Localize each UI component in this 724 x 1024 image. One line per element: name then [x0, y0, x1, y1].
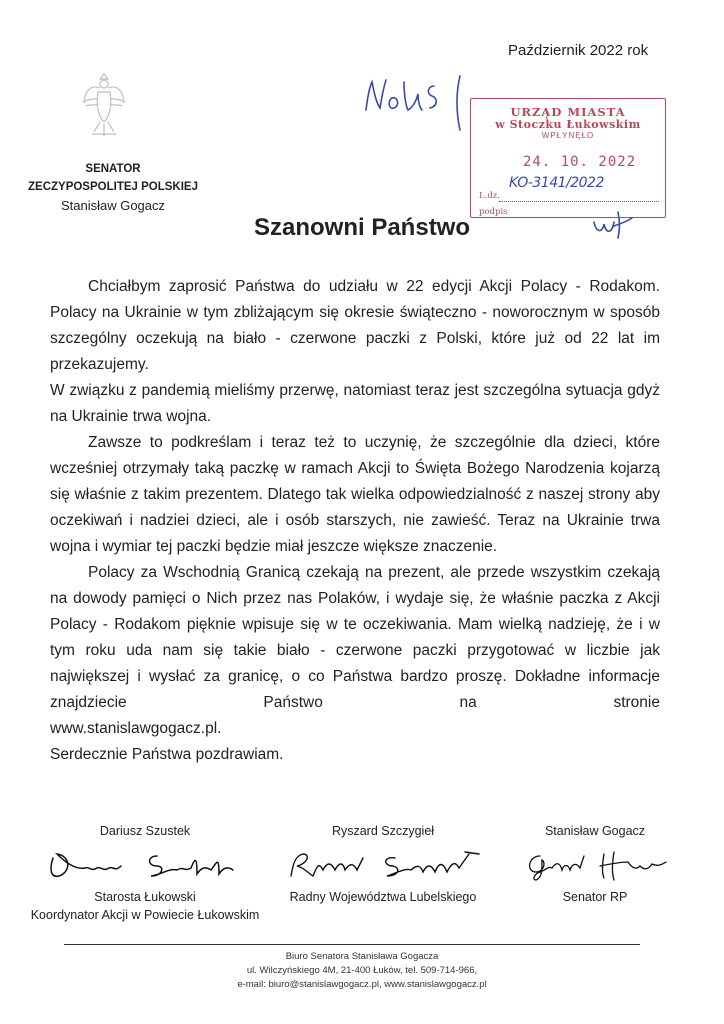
signature-block-gogacz: [520, 822, 670, 906]
sender-name: Stanisław Gogacz: [60, 198, 166, 213]
registry-stamp: [470, 98, 666, 218]
stamp-office: URZĄD MIASTA: [510, 105, 626, 119]
greeting-heading: Szanowni Państwo: [253, 214, 471, 241]
stamp-podpis-label: podpis: [479, 207, 508, 217]
signature-szustek-icon: [45, 848, 245, 882]
paragraph-2: W związku z pandemią mieliśmy przerwę, natomiast teraz jest szczególna sytuacja gdyż na Ukrainie trwa wojna.: [50, 382, 660, 425]
signature-block-szczygiel: [268, 822, 498, 906]
stamp-date: 24. 10. 2022: [523, 154, 637, 170]
paragraph-3: Zawsze to podkreślam i teraz też to uczynię, że szczególnie dla dzieci, które wcześniej otrzymały taką paczkę w ramach Akcji to Święta Bożego Narodzenia kojarzą się właśnie z takim prezentem. Dlatego tak wielka odpowiedzialność z naszej strony aby oczekiwań i nadziei dzieci, ale i osób starszych, nie zawieść. Teraz na Ukrainie trwa wojna i wymiar tej paczki będzie miał jeszcze większe znaczenie.: [50, 434, 660, 555]
stamp-ldz-value: KO-3141/2022: [509, 175, 604, 191]
stamp-ldz-label: L.dz.: [479, 191, 500, 201]
polish-eagle-emblem-icon: [82, 70, 126, 146]
letter-body: [50, 274, 660, 768]
signature-block-szustek: [20, 822, 270, 924]
paragraph-1: Chciałbym zaprosić Państwa do udziału w 22 edycji Akcji Polacy - Rodakom. Polacy na Ukrainie w tym zbliżającym się okresie świąteczno - noworocznym w sposób szczególny oczekują na biało - czerwone paczki z Polski, które już od 22 lat im przekazujemy.: [50, 278, 660, 373]
closing-line: Serdecznie Państwa pozdrawiam.: [50, 746, 284, 763]
letter-date: Październik 2022 rok: [508, 42, 649, 59]
signer-name: Ryszard Szczygieł: [331, 824, 435, 838]
footer: [0, 950, 724, 992]
sender-republic: ZECZYPOSPOLITEJ POLSKIEJ: [28, 181, 198, 193]
signer-role-2: Koordynator Akcji w Powiecie Łukowskim: [30, 908, 260, 922]
stamp-received: WPŁYNĘŁO: [541, 131, 595, 140]
footer-address: ul. Wilczyńskiego 4M, 21-400 Łuków, tel. 509-714-966,: [246, 965, 478, 976]
stamp-ldz-line: [499, 201, 659, 202]
paragraph-4: Polacy za Wschodnią Granicą czekają na prezent, ale przede wszystkim czekają na dowody pamięci o Nich przez nas Polaków, i wydaje się, że właśnie paczka z Akcji Polacy - Rodakom pięknie wpisuje się w te oczekiwania. Mam wielką nadzieję, że i w tym roku uda nam się takie biało - czerwone paczki przygotować w liczbie jak największej i wysłać za granicę, o co Państwa bardzo proszę. Dokładne informacje znajdziecie Państwo na stronie: [50, 564, 660, 711]
signer-role: Starosta Łukowski: [94, 890, 196, 904]
signer-role: Senator RP: [562, 890, 628, 904]
sender-title: SENATOR: [85, 163, 141, 175]
website-line: www.stanislawgogacz.pl.: [50, 720, 222, 737]
footer-contact: e-mail: biuro@stanislawgogacz.pl, www.stanislawgogacz.pl: [237, 979, 487, 990]
stamp-town: w Stoczku Łukowskim: [495, 118, 641, 131]
footer-office: Biuro Senatora Stanisława Gogacza: [285, 951, 439, 962]
signature-szczygiel-icon: [283, 848, 483, 882]
sender-block: [18, 160, 208, 216]
signature-gogacz-icon: [520, 848, 670, 882]
signer-name: Dariusz Szustek: [99, 824, 191, 838]
footer-divider: [64, 944, 640, 945]
signer-name: Stanisław Gogacz: [544, 824, 646, 838]
signer-role: Radny Województwa Lubelskiego: [289, 890, 477, 904]
